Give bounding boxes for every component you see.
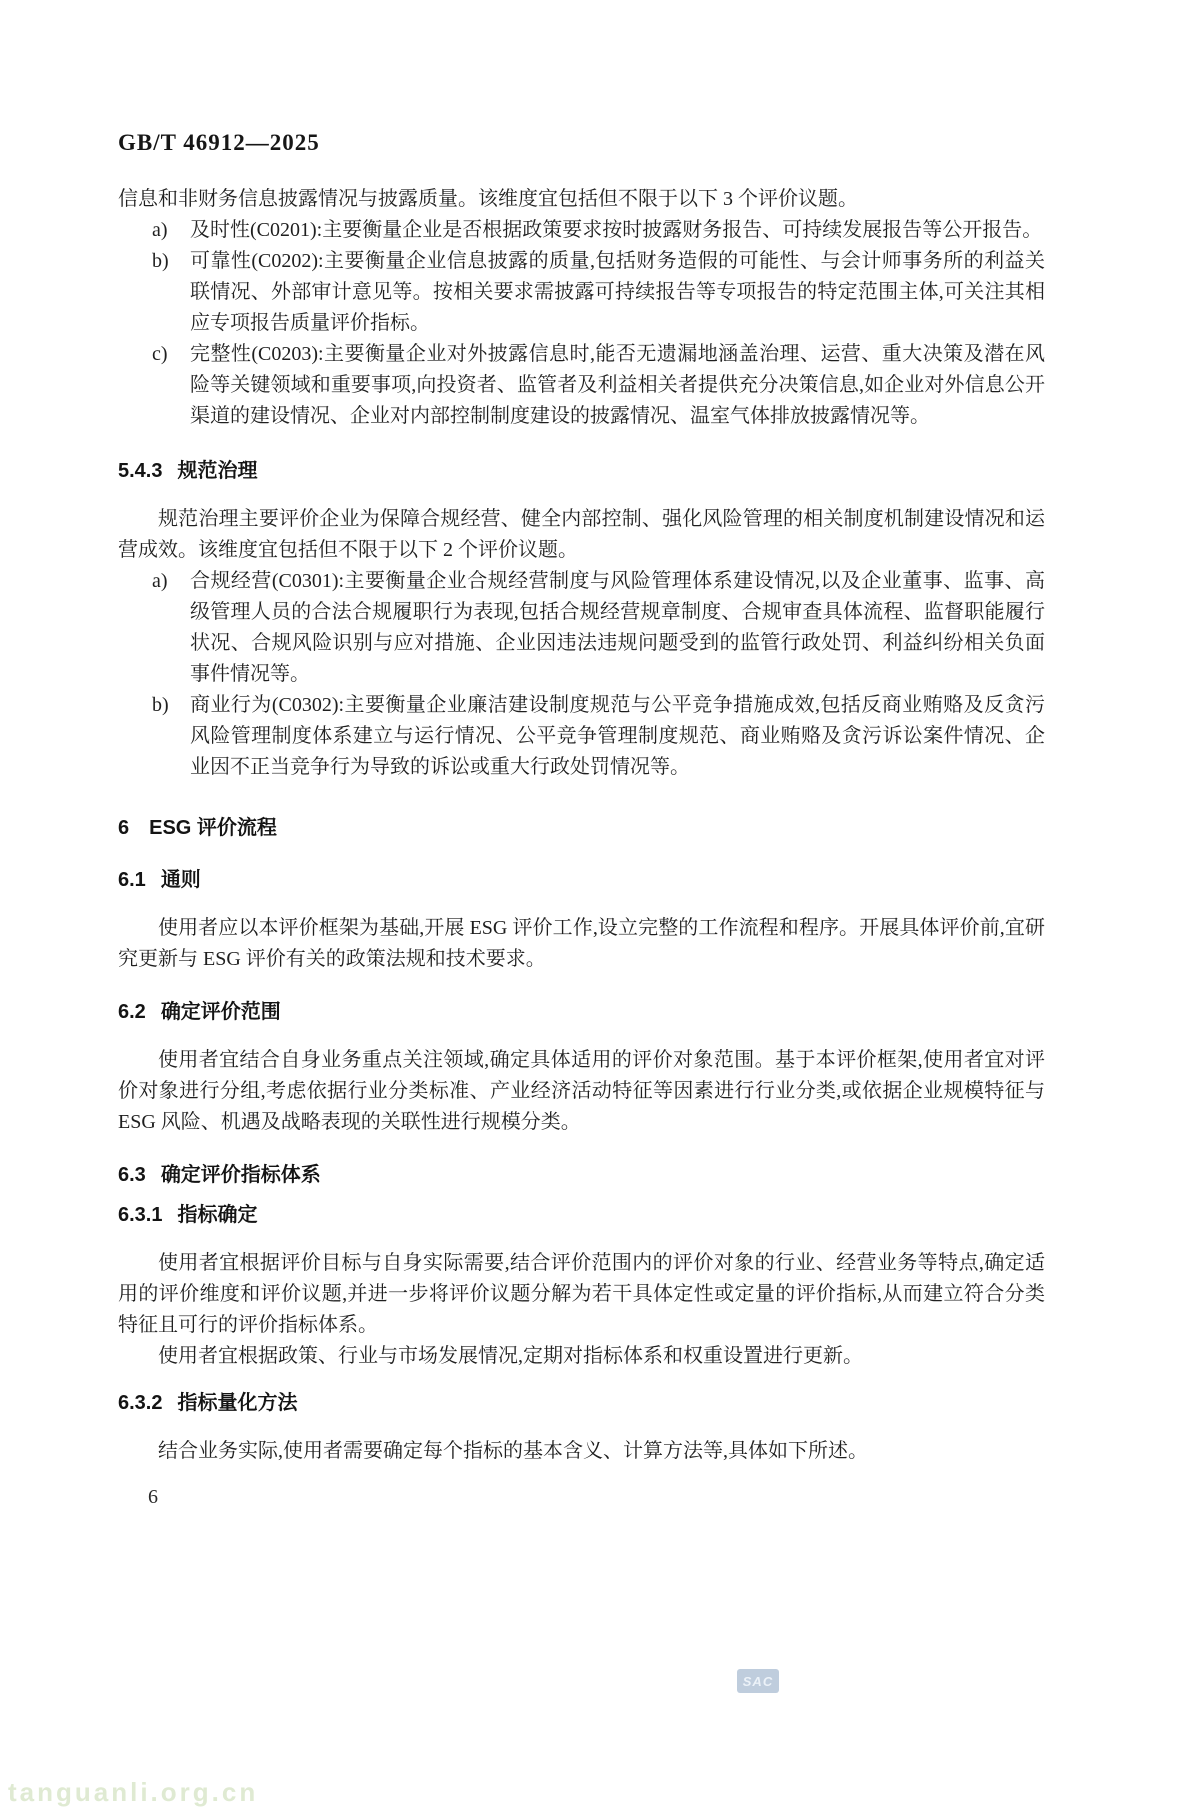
heading-number: 6.3.1: [118, 1204, 163, 1226]
heading-number: 6.1: [118, 869, 146, 891]
list-text: 商业行为(C0302):主要衡量企业廉洁建设制度规范与公平竞争措施成效,包括反商业贿赂及反贪污风险管理制度体系建立与运行情况、公平竞争管理制度规范、商业贿赂及贪污诉讼案件情况、企业因不正当竞争行为导致的诉讼或重大行政处罚情况等。: [190, 694, 1045, 778]
heading-title: 指标确定: [177, 1204, 258, 1226]
heading-6-1: [118, 865, 1045, 895]
list-marker: b): [152, 694, 169, 716]
paragraph-disclosure-intro: 信息和非财务信息披露情况与披露质量。该维度宜包括但不限于以下 3 个评价议题。: [118, 188, 858, 210]
list-marker: c): [152, 343, 168, 365]
list-text: 合规经营(C0301):主要衡量企业合规经营制度与风险管理体系建设情况,以及企业董事、监事、高级管理人员的合法合规履职行为表现,包括合规经营规章制度、合规审查具体流程、监督职能履行状况、合规风险识别与应对措施、企业因违法违规问题受到的监管行政处罚、利益纠纷相关负面事件情况等。: [190, 570, 1045, 685]
heading-title: 指标量化方法: [177, 1392, 298, 1414]
list-marker: a): [152, 219, 168, 241]
heading-6-3-1: [118, 1200, 1045, 1230]
site-watermark: tanguanli.org.cn: [8, 1777, 259, 1807]
heading-number: 6.3: [118, 1164, 146, 1186]
list-marker: b): [152, 250, 169, 272]
heading-number: 5.4.3: [118, 460, 163, 482]
paragraph-6-3-2: 结合业务实际,使用者需要确定每个指标的基本含义、计算方法等,具体如下所述。: [158, 1440, 868, 1462]
heading-title: 通则: [160, 869, 201, 891]
sac-stamp: [737, 1669, 779, 1693]
heading-title: 确定评价范围: [160, 1001, 281, 1023]
paragraph-6-2: 使用者宜结合自身业务重点关注领域,确定具体适用的评价对象范围。基于本评价框架,使用者宜对评价对象进行分组,考虑依据行业分类标准、产业经济活动特征等因素进行行业分类,或依据企业规模特征与 ESG 风险、机遇及战略表现的关联性进行规模分类。: [118, 1049, 1045, 1133]
heading-number: 6: [118, 817, 130, 839]
standard-code: GB/T 46912—2025: [118, 130, 320, 155]
paragraph-6-3-1-b: 使用者宜根据政策、行业与市场发展情况,定期对指标体系和权重设置进行更新。: [158, 1345, 863, 1367]
paragraph-6-1: 使用者应以本评价框架为基础,开展 ESG 评价工作,设立完整的工作流程和程序。开展具体评价前,宜研究更新与 ESG 评价有关的政策法规和技术要求。: [118, 917, 1045, 970]
heading-5-4-3: [118, 456, 1045, 486]
heading-6-3-2: [118, 1388, 1045, 1418]
list-item: [118, 246, 1045, 339]
paragraph-6-3-1-a: 使用者宜根据评价目标与自身实际需要,结合评价范围内的评价对象的行业、经营业务等特点,确定适用的评价维度和评价议题,并进一步将评价议题分解为若干具体定性或定量的评价指标,从而建立符合分类特征且可行的评价指标体系。: [118, 1252, 1045, 1336]
topic-list-c03: [118, 566, 1045, 783]
list-marker: a): [152, 570, 168, 592]
heading-title: ESG 评价流程: [149, 817, 277, 839]
document-page: [0, 128, 1190, 1513]
list-item: [118, 690, 1045, 783]
heading-6: [118, 813, 1045, 843]
heading-6-2: [118, 997, 1045, 1027]
topic-list-c02: [118, 215, 1045, 432]
heading-6-3: [118, 1160, 1045, 1190]
list-text: 完整性(C0203):主要衡量企业对外披露信息时,能否无遗漏地涵盖治理、运营、重大决策及潜在风险等关键领域和重要事项,向投资者、监管者及利益相关者提供充分决策信息,如企业对外信息公开渠道的建设情况、企业对内部控制制度建设的披露情况、温室气体排放披露情况等。: [190, 343, 1045, 427]
sac-stamp-label: SAC: [742, 1673, 774, 1689]
page-number: 6: [148, 1486, 158, 1508]
heading-number: 6.2: [118, 1001, 146, 1023]
list-item: [118, 215, 1045, 246]
heading-title: 规范治理: [177, 460, 258, 482]
heading-number: 6.3.2: [118, 1392, 163, 1414]
list-item: [118, 566, 1045, 690]
heading-title: 确定评价指标体系: [160, 1164, 321, 1186]
paragraph-5-4-3: 规范治理主要评价企业为保障合规经营、健全内部控制、强化风险管理的相关制度机制建设情况和运营成效。该维度宜包括但不限于以下 2 个评价议题。: [118, 508, 1045, 561]
list-text: 及时性(C0201):主要衡量企业是否根据政策要求按时披露财务报告、可持续发展报告等公开报告。: [190, 219, 1043, 241]
list-item: [118, 339, 1045, 432]
list-text: 可靠性(C0202):主要衡量企业信息披露的质量,包括财务造假的可能性、与会计师事务所的利益关联情况、外部审计意见等。按相关要求需披露可持续报告等专项报告的特定范围主体,可关注其相应专项报告质量评价指标。: [190, 250, 1045, 334]
